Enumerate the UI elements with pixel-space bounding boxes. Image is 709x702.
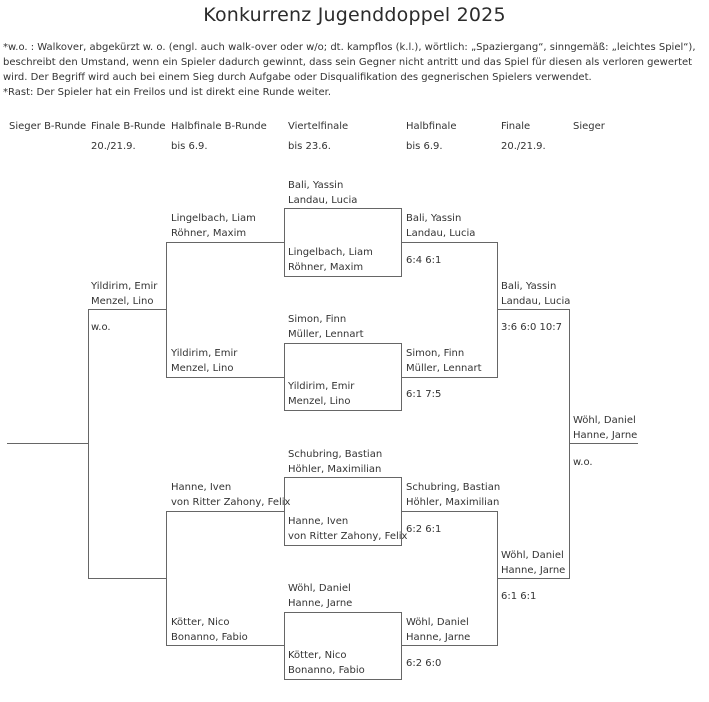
sf-2-player-1: Simon, Finn	[406, 348, 465, 359]
qf-4-bottom-player-2: Bonanno, Fabio	[288, 665, 365, 676]
qf-2-top-player-2: Müller, Lennart	[288, 329, 364, 340]
bracket-line	[401, 612, 402, 680]
bracket-line	[7, 443, 89, 444]
round-header-finale: Finale	[501, 121, 531, 132]
qf-2-bottom-player-2: Menzel, Lino	[288, 396, 351, 407]
qf-2-top-player-1: Simon, Finn	[288, 314, 347, 325]
round-date-viertelfinale: bis 23.6.	[288, 141, 331, 152]
round-date-finale-b: 20./21.9.	[91, 141, 136, 152]
round-header-halbfinale-b: Halbfinale B-Runde	[171, 121, 267, 132]
bracket-line	[401, 242, 498, 243]
bracket-line	[569, 443, 638, 444]
bracket-line	[284, 208, 402, 209]
b-semi-1-player-1: Lingelbach, Liam	[171, 213, 256, 224]
round-date-halbfinale-b: bis 6.9.	[171, 141, 208, 152]
b-semi-2-player-2: Menzel, Lino	[171, 363, 234, 374]
b-semi-4-player-1: Kötter, Nico	[171, 617, 230, 628]
round-date-halbfinale: bis 6.9.	[406, 141, 443, 152]
sf-1-score: 6:4 6:1	[406, 255, 442, 266]
winner-player-2: Hanne, Jarne	[573, 430, 638, 441]
qf-1-bottom-player-2: Röhner, Maxim	[288, 262, 364, 273]
bracket-line	[401, 511, 498, 512]
b-final-score: w.o.	[91, 322, 111, 333]
round-header-sieger: Sieger	[573, 121, 605, 132]
sf-4-player-2: Hanne, Jarne	[406, 632, 471, 643]
round-header-finale-b: Finale B-Runde	[91, 121, 166, 132]
round-header-halbfinale: Halbfinale	[406, 121, 457, 132]
qf-2-bottom-player-1: Yildirim, Emir	[288, 381, 355, 392]
b-final-player-1: Yildirim, Emir	[91, 281, 158, 292]
qf-4-bottom-player-1: Kötter, Nico	[288, 650, 347, 661]
notes	[3, 40, 708, 100]
sf-3-score: 6:2 6:1	[406, 524, 442, 535]
final-1-player-2: Landau, Lucia	[501, 296, 571, 307]
sf-1-player-1: Bali, Yassin	[406, 213, 462, 224]
qf-4-top-player-1: Wöhl, Daniel	[288, 583, 351, 594]
qf-1-top-player-1: Bali, Yassin	[288, 180, 344, 191]
qf-1-top-player-2: Landau, Lucia	[288, 195, 358, 206]
qf-3-bottom-player-1: Hanne, Iven	[288, 516, 349, 527]
bracket-line	[284, 679, 402, 680]
bracket-line	[284, 410, 402, 411]
bracket-line	[88, 309, 89, 579]
winner-player-1: Wöhl, Daniel	[573, 415, 636, 426]
bracket-line	[401, 645, 498, 646]
bracket-line	[284, 612, 285, 680]
final-1-score: 3:6 6:0 10:7	[501, 322, 563, 333]
bracket-line	[166, 242, 167, 378]
bracket-line	[88, 309, 167, 310]
bracket-line	[497, 309, 570, 310]
final-2-player-2: Hanne, Jarne	[501, 565, 566, 576]
winner-score: w.o.	[573, 457, 593, 468]
qf-3-top-player-2: Höhler, Maximilian	[288, 464, 382, 475]
bracket-line	[166, 645, 285, 646]
sf-4-score: 6:2 6:0	[406, 658, 442, 669]
bracket-line	[569, 309, 570, 579]
b-semi-3-player-2: von Ritter Zahony, Felix	[171, 497, 291, 508]
qf-1-bottom-player-1: Lingelbach, Liam	[288, 247, 373, 258]
bracket-line	[166, 242, 285, 243]
round-header-sieger-b: Sieger B-Runde	[9, 121, 87, 132]
sf-3-player-1: Schubring, Bastian	[406, 482, 501, 493]
bracket-line	[166, 511, 285, 512]
sf-2-score: 6:1 7:5	[406, 389, 442, 400]
qf-4-top-player-2: Hanne, Jarne	[288, 598, 353, 609]
final-1-player-1: Bali, Yassin	[501, 281, 557, 292]
b-semi-4-player-2: Bonanno, Fabio	[171, 632, 248, 643]
sf-4-player-1: Wöhl, Daniel	[406, 617, 469, 628]
bracket-line	[284, 477, 402, 478]
bracket-line	[284, 276, 402, 277]
sf-1-player-2: Landau, Lucia	[406, 228, 476, 239]
qf-3-top-player-1: Schubring, Bastian	[288, 449, 383, 460]
bracket-line	[284, 343, 402, 344]
bracket-line	[497, 578, 570, 579]
round-header-viertelfinale: Viertelfinale	[288, 121, 349, 132]
note-rast: *Rast: Der Spieler hat ein Freilos und ist direkt eine Runde weiter.	[3, 87, 332, 98]
final-2-player-1: Wöhl, Daniel	[501, 550, 564, 561]
note-walkover: *w.o. : Walkover, abgekürzt w. o. (engl. auch walk-over oder w/o; dt. kampflos (k.l.), wörtlich: „Spaziergang“, sinngemäß: „leichtes Spiel“), beschreibt den Umstand, wenn ein Spieler dadurch gewinnt, dass sein Gegner nicht antritt und das Spiel für diesen als verloren gewertet wird. Der Begriff wird auch bei einem Sieg durch Aufgabe oder Disqualifikation des gegnerischen Spielers verwendet.	[3, 42, 696, 83]
b-semi-3-player-1: Hanne, Iven	[171, 482, 232, 493]
round-date-finale: 20./21.9.	[501, 141, 546, 152]
bracket-line	[497, 242, 498, 378]
b-final-player-2: Menzel, Lino	[91, 296, 154, 307]
bracket-line	[88, 578, 167, 579]
bracket-line	[401, 377, 498, 378]
page-title: Konkurrenz Jugenddoppel 2025	[203, 4, 506, 26]
final-2-score: 6:1 6:1	[501, 591, 537, 602]
b-semi-1-player-2: Röhner, Maxim	[171, 228, 247, 239]
b-semi-2-player-1: Yildirim, Emir	[171, 348, 238, 359]
bracket-line	[284, 612, 402, 613]
bracket-line	[166, 377, 285, 378]
sf-3-player-2: Höhler, Maximilian	[406, 497, 500, 508]
sf-2-player-2: Müller, Lennart	[406, 363, 482, 374]
bracket-line	[284, 545, 402, 546]
qf-3-bottom-player-2: von Ritter Zahony, Felix	[288, 531, 408, 542]
